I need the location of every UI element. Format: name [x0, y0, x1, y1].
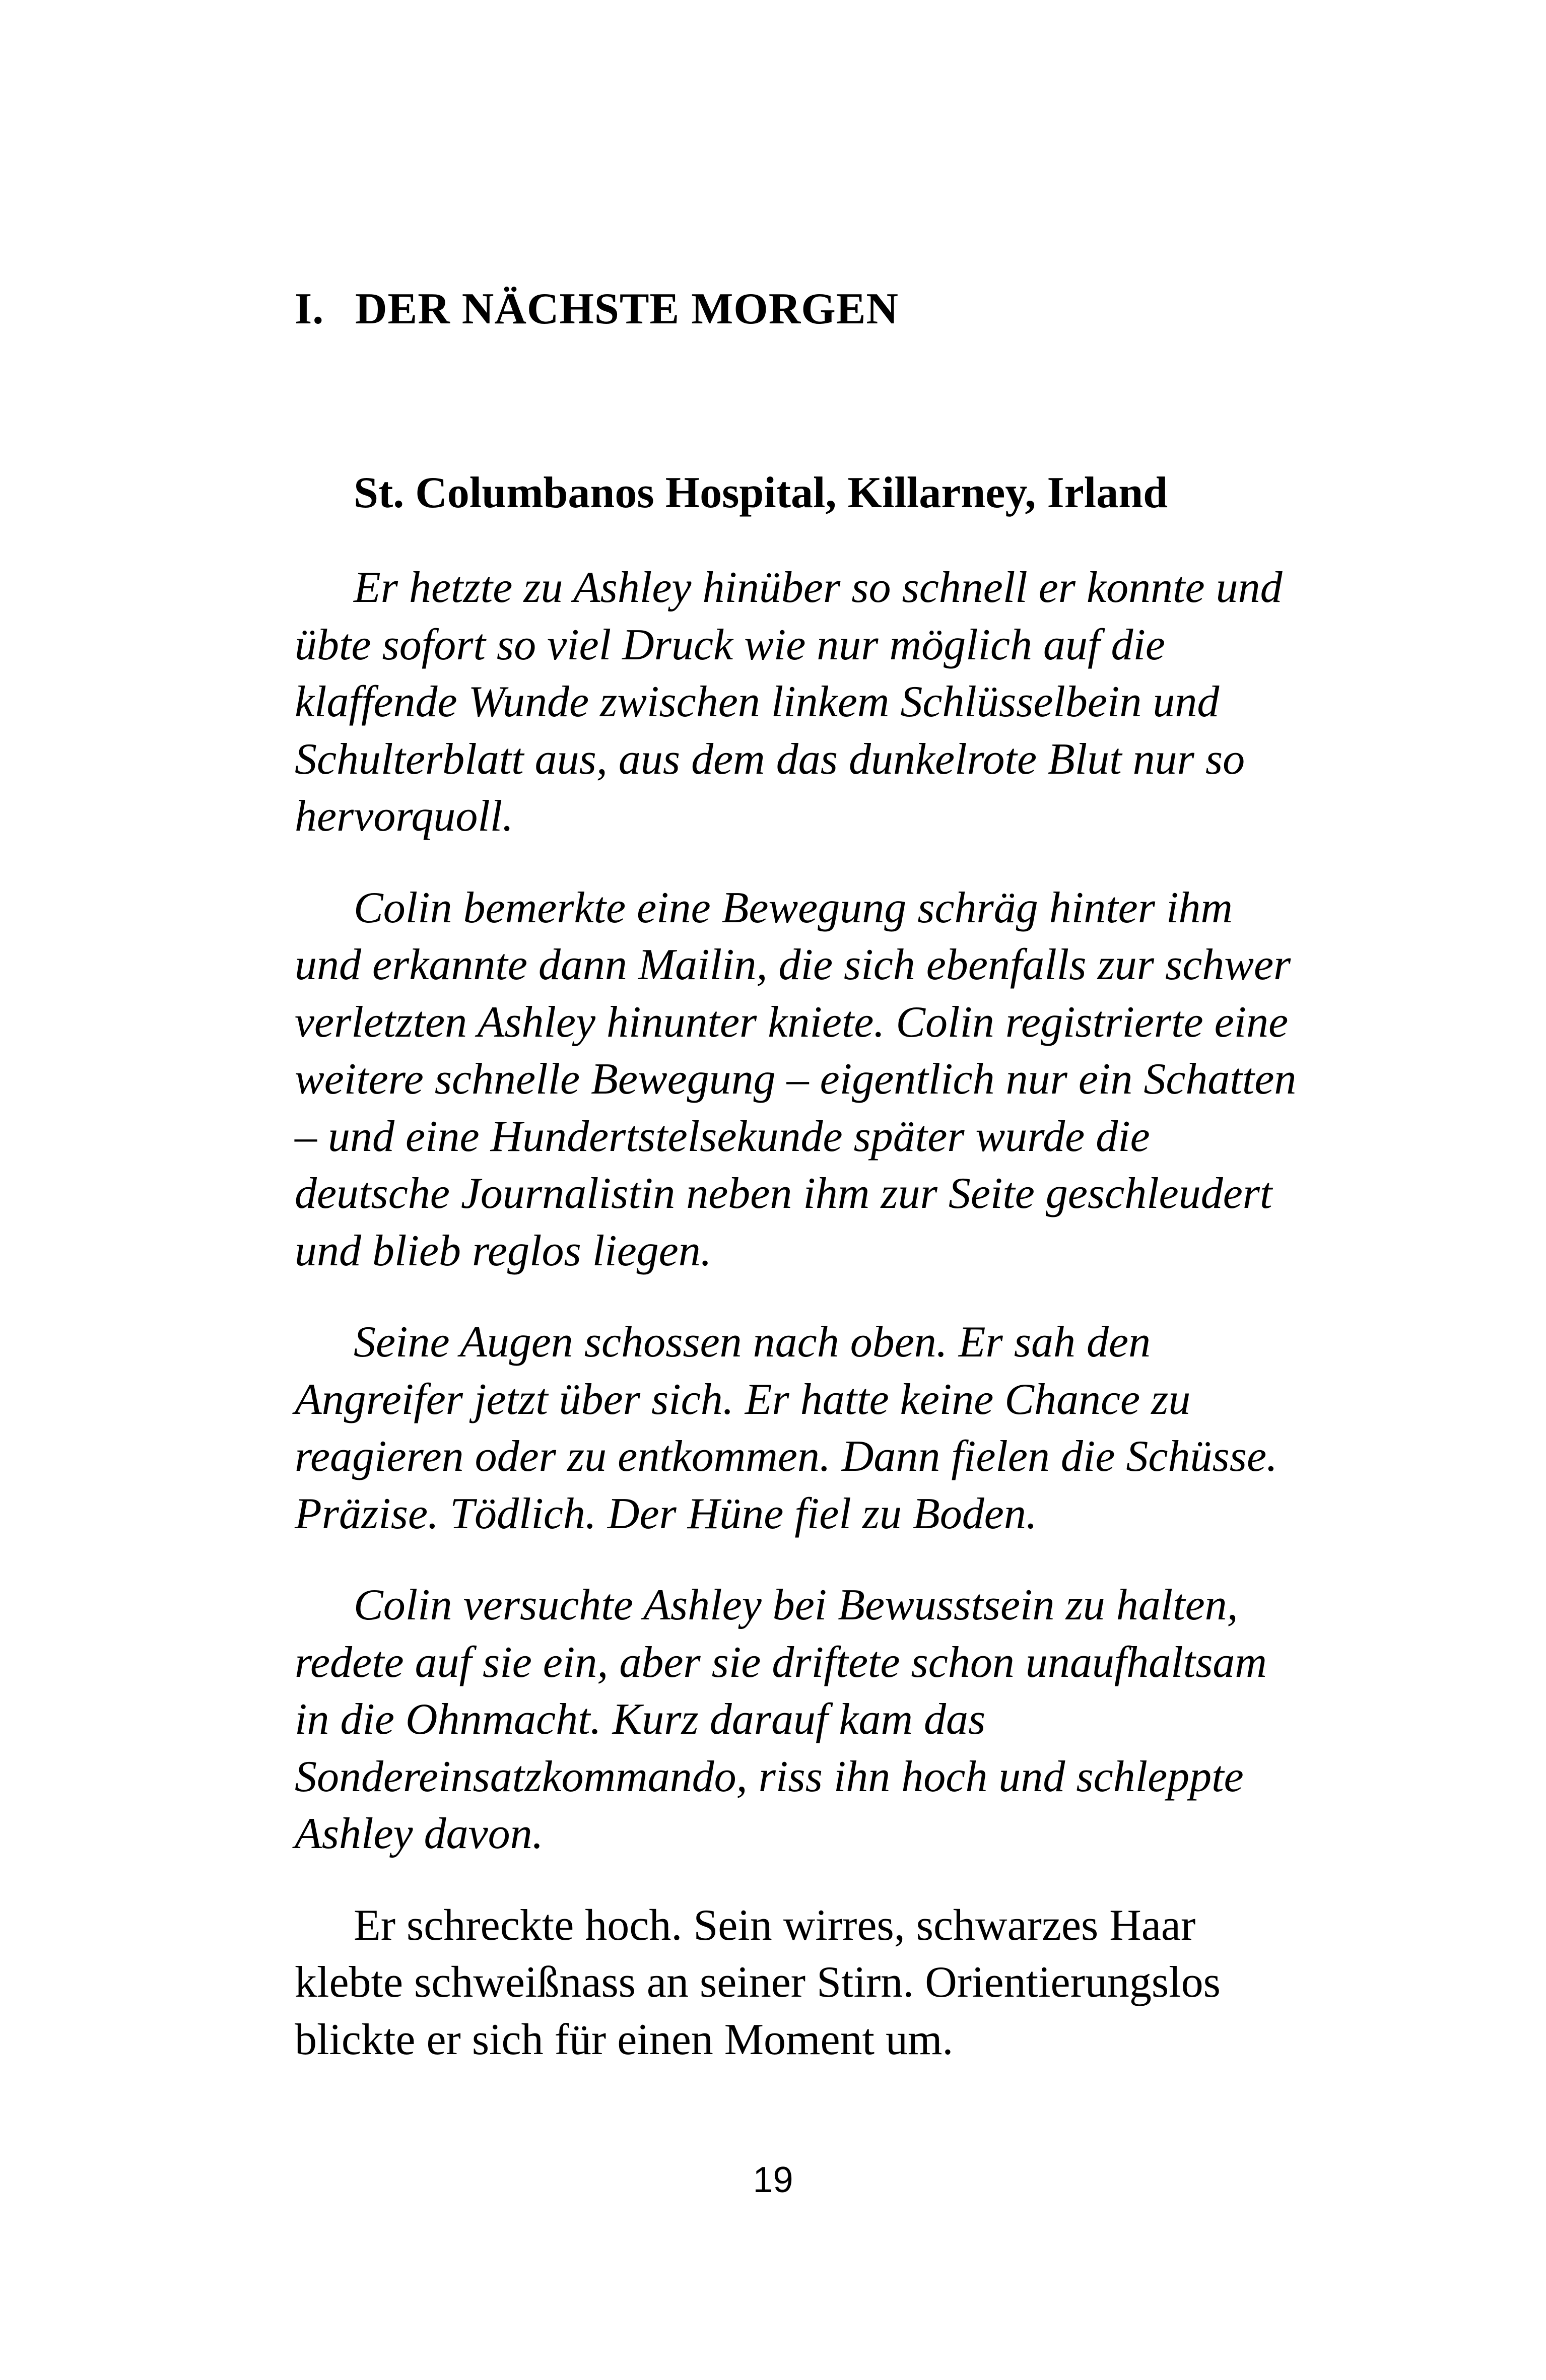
- paragraph: Colin versuchte Ashley bei Bewusstsein zu halten, redete auf sie ein, aber sie driftete schon unaufhaltsam in die Ohnmacht. Kurz darauf kam das Sondereinsatzkommando, riss ihn hoch und schleppte Ashley davon.: [295, 1581, 1267, 1858]
- paragraph: Colin bemerkte eine Bewegung schräg hinter ihm und erkannte dann Mailin, die sich ebenfalls zur schwer verletzten Ashley hinunter kniete. Colin registrierte eine weitere schnelle Bewegung – eigentlich nur ein Schatten – und eine Hundertstelsekunde später wurde die deutsche Journalistin neben ihm zur Seite geschleudert und blieb reglos liegen.: [295, 883, 1297, 1275]
- chapter-title: DER NÄCHSTE MORGEN: [355, 285, 899, 333]
- chapter-number: I.: [295, 285, 324, 333]
- location-heading: St. Columbanos Hospital, Killarney, Irland: [354, 468, 1168, 517]
- paragraph: Seine Augen schossen nach oben. Er sah den Angreifer jetzt über sich. Er hatte keine Chance zu reagieren oder zu entkommen. Dann fielen die Schüsse. Präzise. Tödlich. Der Hüne fiel zu Boden.: [295, 1318, 1278, 1538]
- chapter-heading: [295, 287, 899, 331]
- paragraph: Er hetzte zu Ashley hinüber so schnell er konnte und übte sofort so viel Druck wie nur möglich auf die klaffende Wunde zwischen linkem Schlüsselbein und Schulterblatt aus, aus dem das dunkelrote Blut nur so hervorquoll.: [295, 563, 1283, 841]
- paragraph: Er schreckte hoch. Sein wirres, schwarzes Haar klebte schweißnass an seiner Stirn. Orientierungslos blickte er sich für einen Moment um.: [295, 1900, 1221, 2064]
- body-text: [295, 559, 1302, 2102]
- page-number: 19: [753, 2160, 793, 2200]
